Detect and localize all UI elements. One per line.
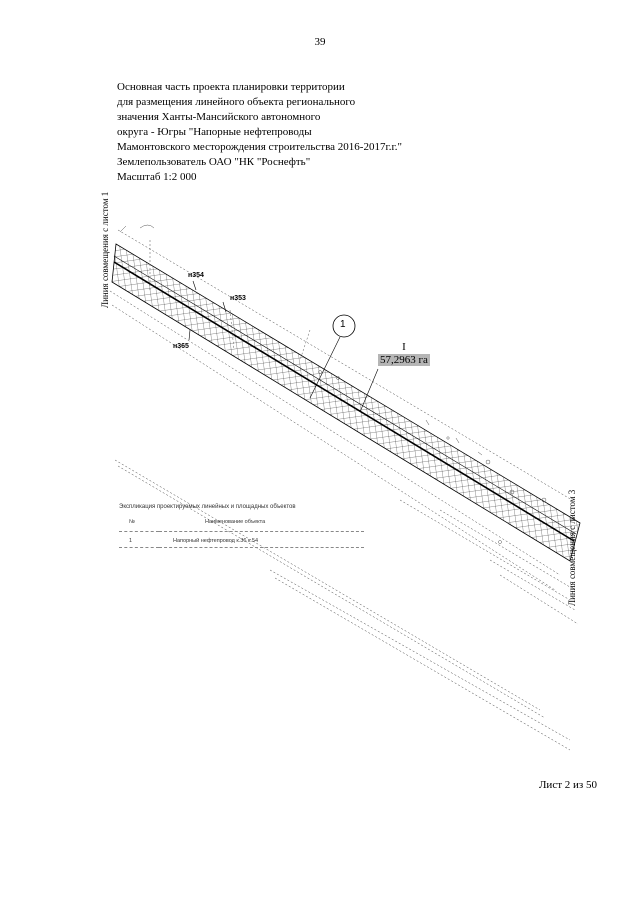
callout-number: 1 <box>340 319 346 330</box>
sheet-number: Лист 2 из 50 <box>538 779 597 791</box>
legend-col-num: № <box>119 516 159 532</box>
header-line: значения Ханты-Мансийского автономного <box>117 111 321 123</box>
zone-label: I <box>402 341 406 353</box>
legend-col-name: Наименование объекта <box>159 516 364 532</box>
header-line: округа - Югры "Напорные нефтепроводы <box>117 126 312 138</box>
legend-table <box>119 516 364 548</box>
legend-title: Экспликация проектируемых линейных и площадных объектов <box>119 504 296 510</box>
pipeline-axis <box>114 262 574 541</box>
side-label-right: Линия совмещения с листом 3 <box>567 489 577 606</box>
header-line: для размещения линейного объекта регионального <box>117 96 356 108</box>
point-label-n354: н354 <box>188 272 204 279</box>
header-line: Мамонтовского месторождения строительства 2016-2017г.г." <box>117 141 402 153</box>
page-number: 39 <box>314 36 326 48</box>
header-line: Основная часть проекта планировки территории <box>117 81 345 93</box>
point-label-n365: н365 <box>173 343 189 350</box>
legend-row-name: Напорный нефтепровод к.36 к.54 <box>159 532 364 548</box>
zone-area: 57,2963 га <box>380 354 428 366</box>
header-line: Масштаб 1:2 000 <box>117 171 197 183</box>
legend <box>119 504 364 548</box>
point-label-n353: н353 <box>230 295 246 302</box>
legend-row-num: 1 <box>119 532 159 548</box>
area-label <box>374 341 434 367</box>
header-line: Землепользователь ОАО "НК "Роснефть" <box>117 156 311 168</box>
table-row <box>119 532 364 548</box>
side-label-left: Линия совмещения с листом 1 <box>100 191 110 308</box>
pipeline-axis-secondary <box>114 256 576 534</box>
legend-header-row <box>119 516 364 532</box>
